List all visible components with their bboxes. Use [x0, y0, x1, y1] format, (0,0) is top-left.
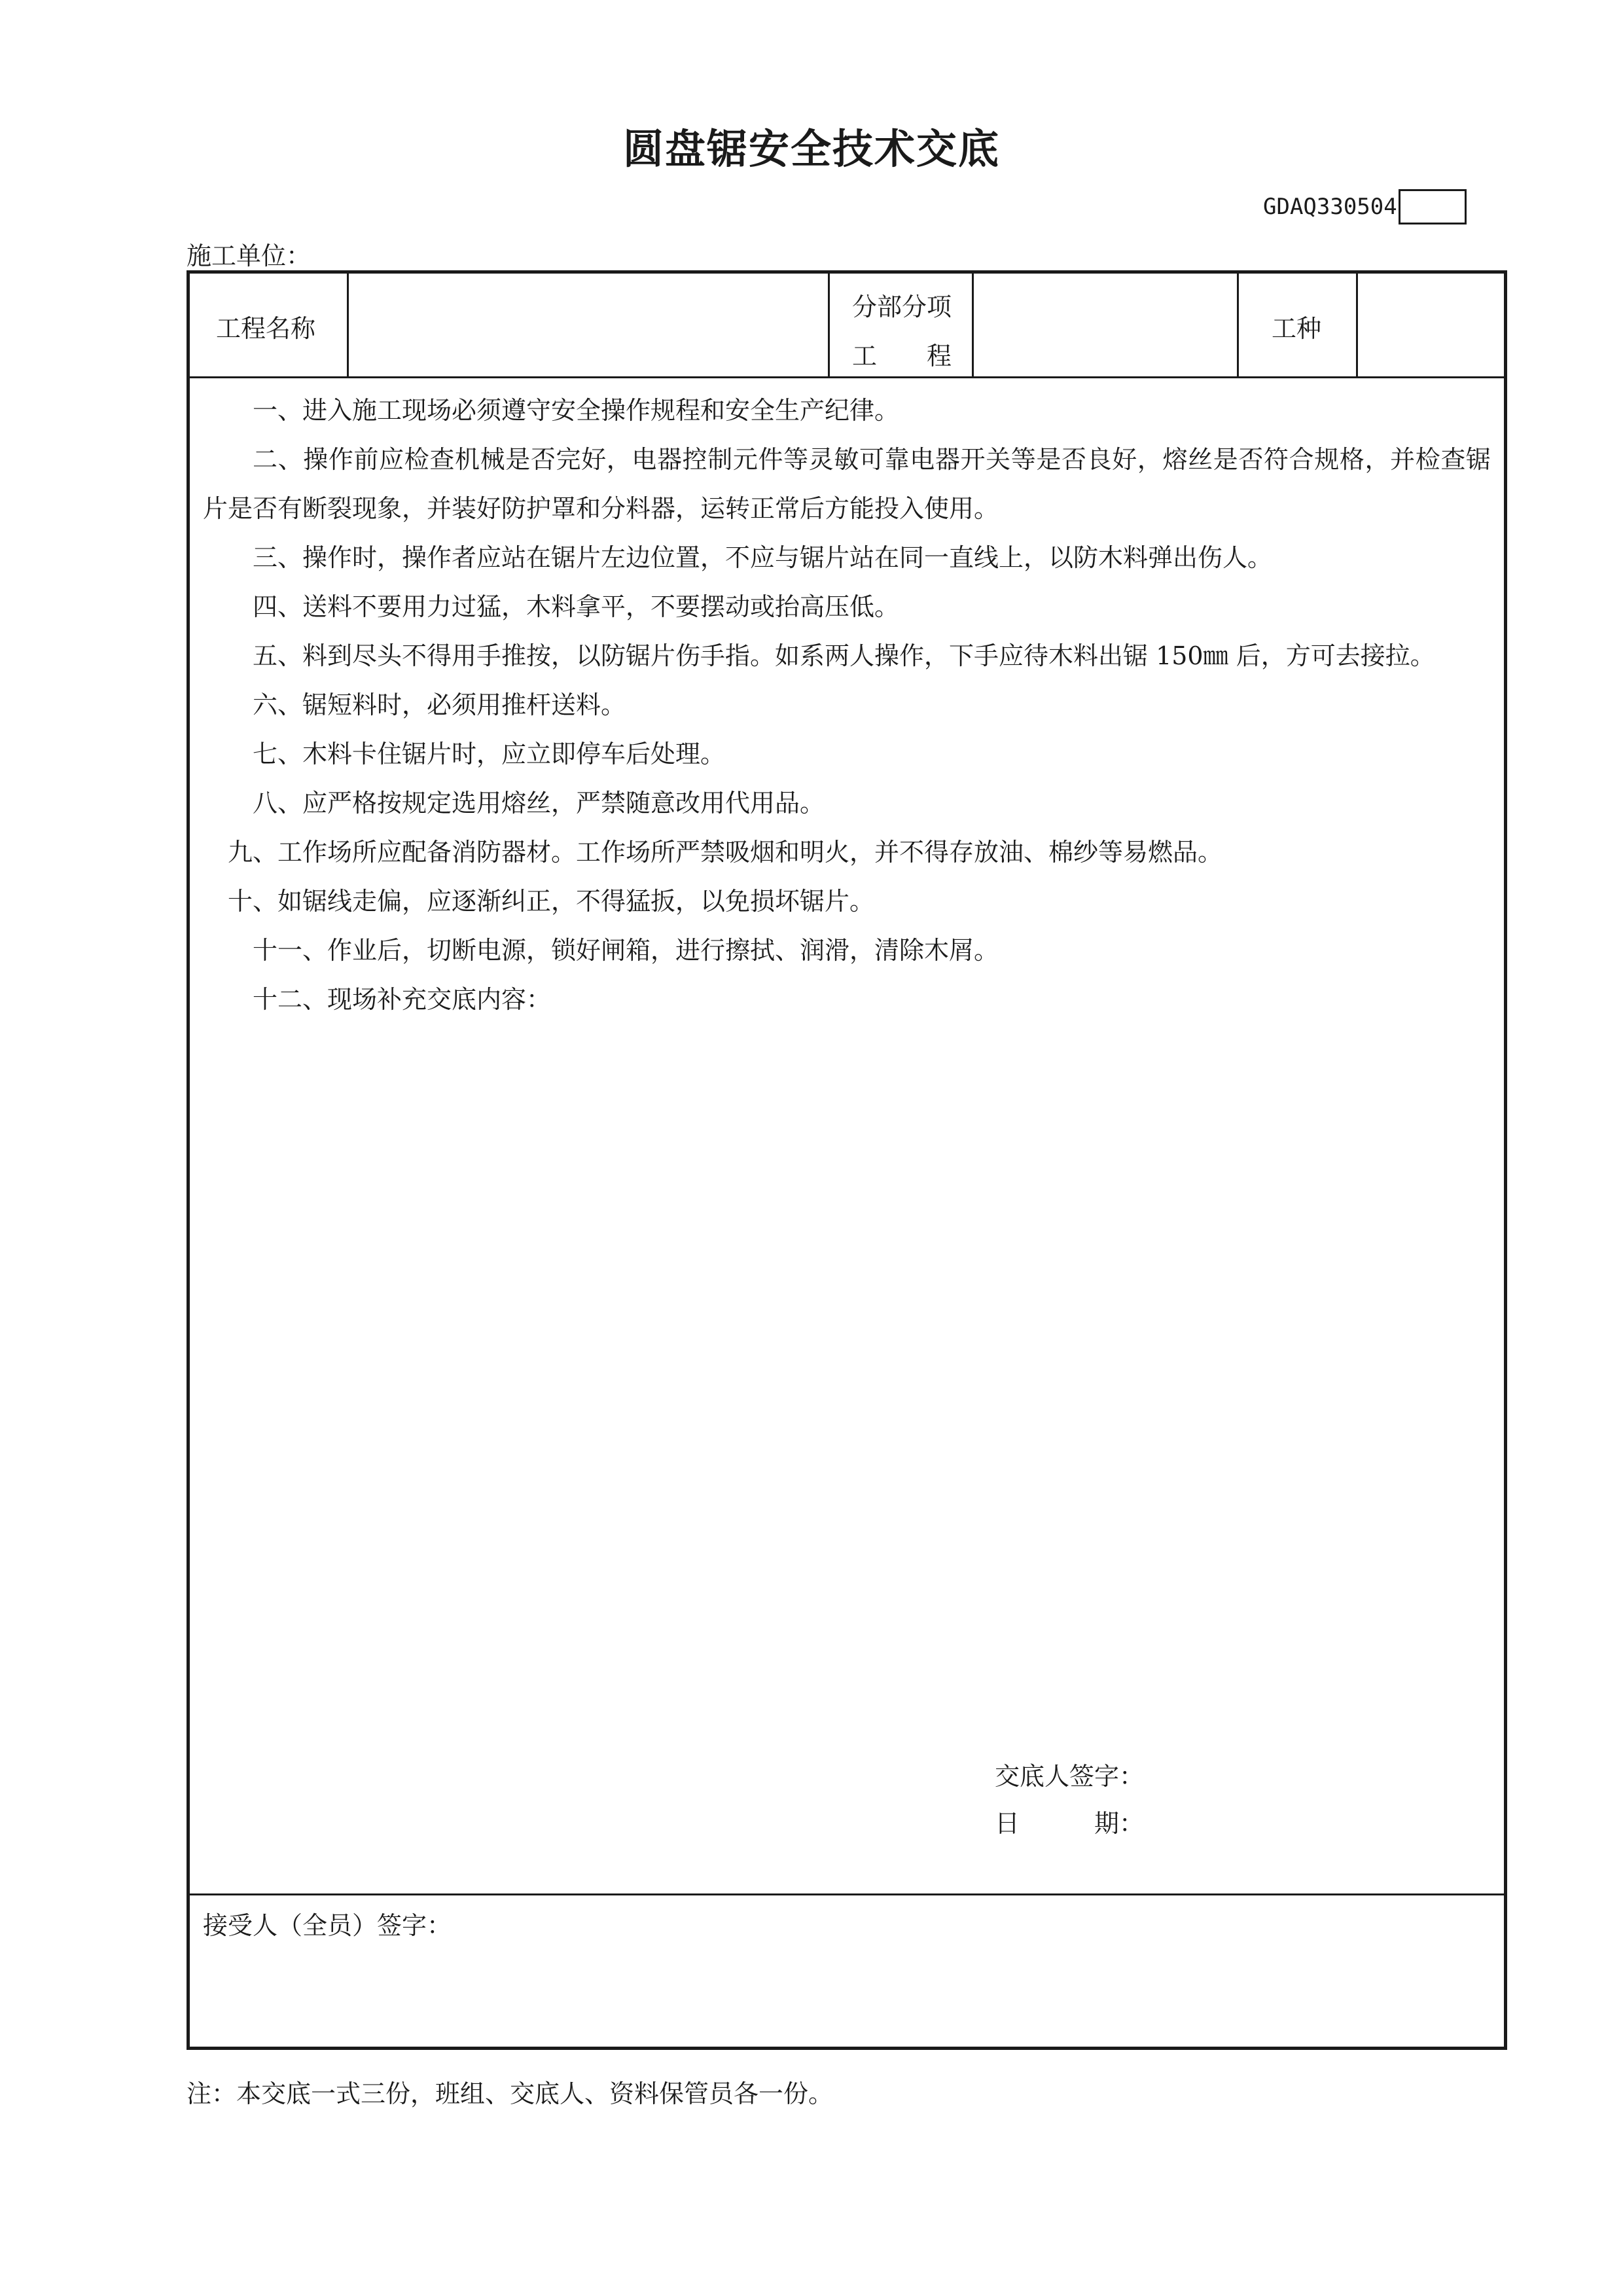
safety-item-12: 十二、现场补充交底内容：	[253, 985, 552, 1014]
safety-item-7: 七、木料卡住锯片时，应立即停车后处理。	[253, 740, 726, 768]
giver-signature-label: 交底人签字：	[995, 1762, 1145, 1791]
safety-item-5: 五、料到尽头不得用手推按，以防锯片伤手指。如系两人操作，下手应待木料出锯 150㎜ 后，方可去接拉。	[253, 641, 1435, 670]
document-title: 圆盘锯安全技术交底	[622, 125, 1000, 173]
date-label: 日 期：	[995, 1809, 1145, 1838]
trade-label: 工种	[1272, 314, 1322, 343]
sub-project-label-line1: 分部分项	[852, 293, 952, 321]
safety-item-3: 三、操作时，操作者应站在锯片左边位置，不应与锯片站在同一直线上，以防木料弹出伤人。	[253, 543, 1273, 572]
safety-item-1: 一、进入施工现场必须遵守安全操作规程和安全生产纪律。	[253, 396, 900, 425]
safety-item-6: 六、锯短料时，必须用推杆送料。	[253, 691, 626, 719]
project-name-label: 工程名称	[216, 314, 316, 343]
safety-item-11: 十一、作业后，切断电源，锁好闸箱，进行擦拭、润滑，清除木屑。	[253, 936, 999, 965]
safety-item-10: 十、如锯线走偏，应逐渐纠正，不得猛扳，以免损坏锯片。	[228, 887, 875, 916]
safety-item-2: 二、操作前应检查机械是否完好，电器控制元件等灵敏可靠电器开关等是否良好，熔丝是否符合规格，并检查锯片是否有断裂现象，并装好防护罩和分料器，运转正常后方能投入使用。	[203, 445, 1491, 523]
sub-project-field[interactable]	[974, 276, 1237, 376]
disclosure-form	[187, 270, 1507, 2050]
code-text: GDAQ330504	[1263, 194, 1397, 220]
document-code	[1263, 188, 1467, 225]
safety-item-4: 四、送料不要用力过猛，木料拿平，不要摆动或抬高压低。	[253, 592, 900, 621]
divider	[828, 274, 830, 376]
safety-item-8: 八、应严格按规定选用熔丝，严禁随意改用代用品。	[253, 789, 825, 817]
safety-items	[203, 386, 1491, 1024]
construction-unit-label: 施工单位：	[187, 242, 312, 270]
header-divider	[190, 376, 1504, 378]
project-name-field[interactable]	[349, 276, 828, 376]
code-suffix-box[interactable]	[1399, 189, 1467, 224]
trade-field[interactable]	[1358, 276, 1507, 376]
receiver-divider	[190, 1893, 1504, 1895]
divider	[1237, 274, 1239, 376]
footer-note: 注：本交底一式三份，班组、交底人、资料保管员各一份。	[187, 2079, 834, 2108]
safety-item-9: 九、工作场所应配备消防器材。工作场所严禁吸烟和明火，并不得存放油、棉纱等易燃品。	[228, 838, 1223, 867]
receiver-signature-label: 接受人（全员）签字：	[203, 1911, 452, 1940]
signature-block	[995, 1753, 1144, 1847]
sub-project-label-line2: 工 程	[852, 342, 952, 370]
